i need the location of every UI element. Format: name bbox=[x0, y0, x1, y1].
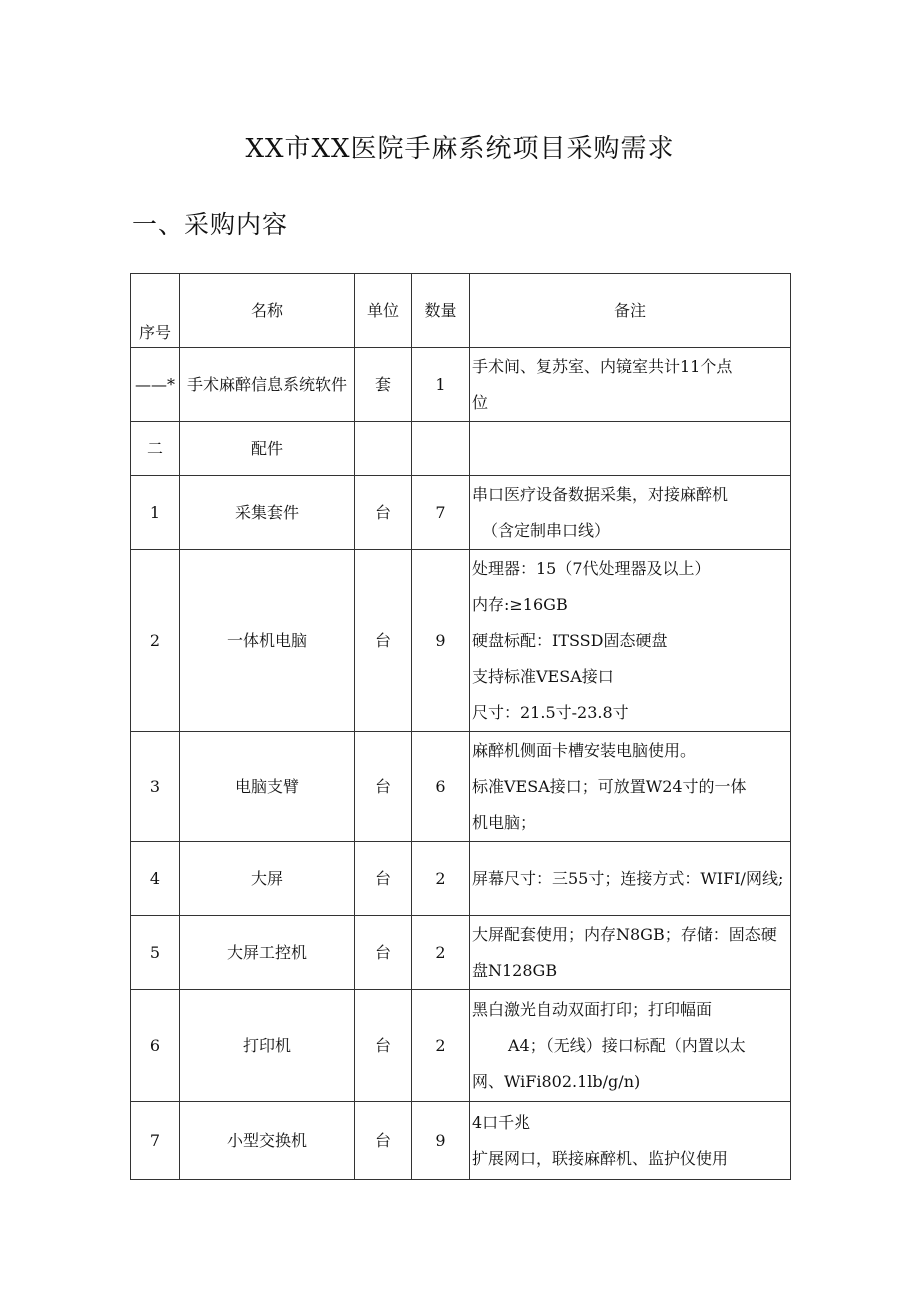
row-unit: 台 bbox=[355, 1102, 412, 1180]
row-seq: 6 bbox=[131, 990, 180, 1102]
row-unit: 套 bbox=[355, 348, 412, 422]
row-seq: 7 bbox=[131, 1102, 180, 1180]
row-qty: 9 bbox=[412, 550, 470, 732]
row-unit: 台 bbox=[355, 916, 412, 990]
table-header-row bbox=[131, 274, 791, 348]
header-seq: 序号 bbox=[131, 274, 180, 348]
row-seq: 3 bbox=[131, 732, 180, 842]
row-name: 大屏工控机 bbox=[180, 916, 355, 990]
row-name: 手术麻醉信息系统软件 bbox=[180, 348, 355, 422]
row-note bbox=[470, 916, 791, 990]
row-note bbox=[470, 1102, 791, 1180]
header-name: 名称 bbox=[180, 274, 355, 348]
row-qty bbox=[412, 422, 470, 476]
row-note bbox=[470, 550, 791, 732]
row-qty: 7 bbox=[412, 476, 470, 550]
row-unit: 台 bbox=[355, 842, 412, 916]
note-line: 串口医疗设备数据采集，对接麻醉机 bbox=[472, 484, 729, 504]
note-line: 标准VESA接口；可放置W24寸的一体 bbox=[472, 776, 747, 796]
row-seq: 二 bbox=[131, 422, 180, 476]
row-qty: 2 bbox=[412, 990, 470, 1102]
note-line: 盘N128GB bbox=[472, 960, 558, 980]
row-seq: ——* bbox=[131, 348, 180, 422]
table-row bbox=[131, 550, 791, 732]
note-line: 屏幕尺寸：三55寸；连接方式：WIFI/网线; bbox=[472, 868, 784, 888]
note-line: 支持标准VESA接口 bbox=[472, 666, 614, 686]
table-row bbox=[131, 348, 791, 422]
row-seq: 2 bbox=[131, 550, 180, 732]
table-row bbox=[131, 842, 791, 916]
row-unit: 台 bbox=[355, 732, 412, 842]
note-line: （含定制串口线） bbox=[482, 520, 611, 540]
note-line: 尺寸：21.5寸-23.8寸 bbox=[472, 702, 629, 722]
note-line: 4口千兆 bbox=[472, 1112, 531, 1132]
note-line: 机电脑； bbox=[472, 812, 537, 832]
table-row bbox=[131, 990, 791, 1102]
row-seq: 5 bbox=[131, 916, 180, 990]
row-unit: 台 bbox=[355, 550, 412, 732]
note-line: A4；（无线）接口标配（内置以太 bbox=[508, 1035, 746, 1055]
table-row bbox=[131, 916, 791, 990]
note-line: 大屏配套使用；内存N8GB；存储：固态硬 bbox=[472, 924, 777, 944]
row-note bbox=[470, 842, 791, 916]
row-name: 配件 bbox=[180, 422, 355, 476]
row-unit: 台 bbox=[355, 476, 412, 550]
row-qty: 1 bbox=[412, 348, 470, 422]
row-qty: 2 bbox=[412, 916, 470, 990]
note-line: 硬盘标配：ITSSD固态硬盘 bbox=[472, 630, 668, 650]
row-qty: 6 bbox=[412, 732, 470, 842]
row-qty: 9 bbox=[412, 1102, 470, 1180]
row-qty: 2 bbox=[412, 842, 470, 916]
row-note bbox=[470, 422, 791, 476]
note-line: 内存:≥16GB bbox=[472, 594, 568, 614]
row-seq: 1 bbox=[131, 476, 180, 550]
row-unit: 台 bbox=[355, 990, 412, 1102]
row-note bbox=[470, 990, 791, 1102]
document-title: XX市XX医院手麻系统项目采购需求 bbox=[245, 134, 675, 164]
row-note bbox=[470, 732, 791, 842]
header-note: 备注 bbox=[470, 274, 791, 348]
note-line: 黑白激光自动双面打印；打印幅面 bbox=[472, 999, 713, 1019]
procurement-table bbox=[130, 273, 791, 1180]
row-name: 一体机电脑 bbox=[180, 550, 355, 732]
table-row bbox=[131, 476, 791, 550]
note-line: 位 bbox=[472, 392, 489, 412]
header-qty: 数量 bbox=[412, 274, 470, 348]
row-name: 小型交换机 bbox=[180, 1102, 355, 1180]
table-row bbox=[131, 422, 791, 476]
note-line: 手术间、复苏室、内镜室共计11个点 bbox=[472, 356, 733, 376]
section-heading: 一、采购内容 bbox=[132, 210, 289, 239]
row-name: 打印机 bbox=[180, 990, 355, 1102]
row-name: 采集套件 bbox=[180, 476, 355, 550]
note-line: 网、WiFi802.1lb/g/n) bbox=[472, 1071, 641, 1091]
table-row bbox=[131, 1102, 791, 1180]
row-name: 电脑支臂 bbox=[180, 732, 355, 842]
note-line: 处理器：15（7代处理器及以上） bbox=[472, 558, 711, 578]
note-line: 扩展网口，联接麻醉机、监护仪使用 bbox=[472, 1148, 729, 1168]
row-seq: 4 bbox=[131, 842, 180, 916]
row-note bbox=[470, 348, 791, 422]
row-name: 大屏 bbox=[180, 842, 355, 916]
row-unit bbox=[355, 422, 412, 476]
header-unit: 单位 bbox=[355, 274, 412, 348]
row-note bbox=[470, 476, 791, 550]
table-row bbox=[131, 732, 791, 842]
note-line: 麻醉机侧面卡槽安装电脑使用。 bbox=[472, 740, 697, 760]
